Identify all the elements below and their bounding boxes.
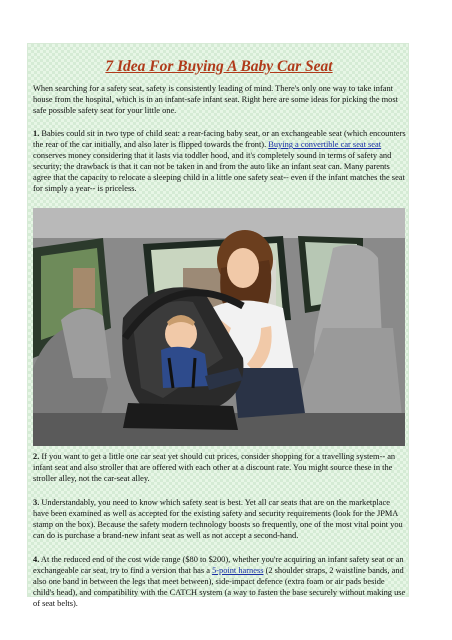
document-page: [27, 43, 409, 609]
five-point-harness-link[interactable]: 5-point harness: [212, 566, 264, 576]
paragraph-text: (2 shoulder straps, 2 waistline bands, and also one band in between the legs that meet between), side-impact defence (extra foam or air pads beside child's head), and compatibility with the CATCH system (a way to fasten the base securely without making use of seat belts).: [33, 566, 406, 609]
page-title: 7 Idea For Buying A Baby Car Seat: [105, 58, 333, 75]
paragraph-text: At the reduced end of the cost wide range ($80 to $200), whether you're acquiring an infant safety seat or an exchangeable car seat, try to find a version that has a: [33, 555, 404, 576]
paragraph-text: If you want to get a little one car seat yet should cut prices, consider shopping for a travelling system-- an infant seat and also stroller that are offered with each other at a discount rate. You might source these in the stroller alley, not the car-seat alley.: [33, 452, 396, 484]
paragraph-4: [33, 554, 407, 609]
mother-baby-car-seat-photo: [33, 208, 405, 446]
paragraph-number: 3.: [33, 498, 40, 507]
paragraph-number: 4.: [33, 555, 40, 564]
paragraph-text: Babies could sit in two type of child seat: a rear-facing baby seat, or an exchangeable seat (which encounters the rear of the car initially, and also later is flipped towards the front).: [33, 129, 406, 150]
paragraph-text: conserves money considering that it lasts via toddler hood, and it's completely sound in terms of safety and security; the drawback is that it can not be taken in and from the auto like an infant seat can. Many parents agree that the capacity to relocate a sleeping child in a little one safety seat-- even if the infant matches the seat for simply a year-- is priceless.: [33, 151, 405, 194]
paragraph-3: [33, 497, 407, 541]
paragraph-2: [33, 451, 407, 484]
paragraph-text: Understandably, you need to know which safety seat is best. Yet all car seats that are on the marketplace have been examined as well as accepted for the existing safety and security requirements (look for the JPMA stamp on the box). Because the safety modern technology boosts so frequently, one of the most vital point you can do is purchase a brand-new infant seat as well as not accept a second-hand.: [33, 498, 403, 541]
paragraph-number: 2.: [33, 452, 40, 461]
paragraph-1: [33, 128, 407, 195]
intro-paragraph: When searching for a safety seat, safety is consistently leading of mind. There's only one way to take infant house from the hospital, which is in an infant-safe infant seat. Right here are some ideas for picking the most safe possible safety seat for your little one.: [33, 84, 398, 116]
convertible-car-seat-link[interactable]: Buying a convertible car seat seat: [268, 140, 382, 150]
paragraph-number: 1.: [33, 129, 40, 138]
